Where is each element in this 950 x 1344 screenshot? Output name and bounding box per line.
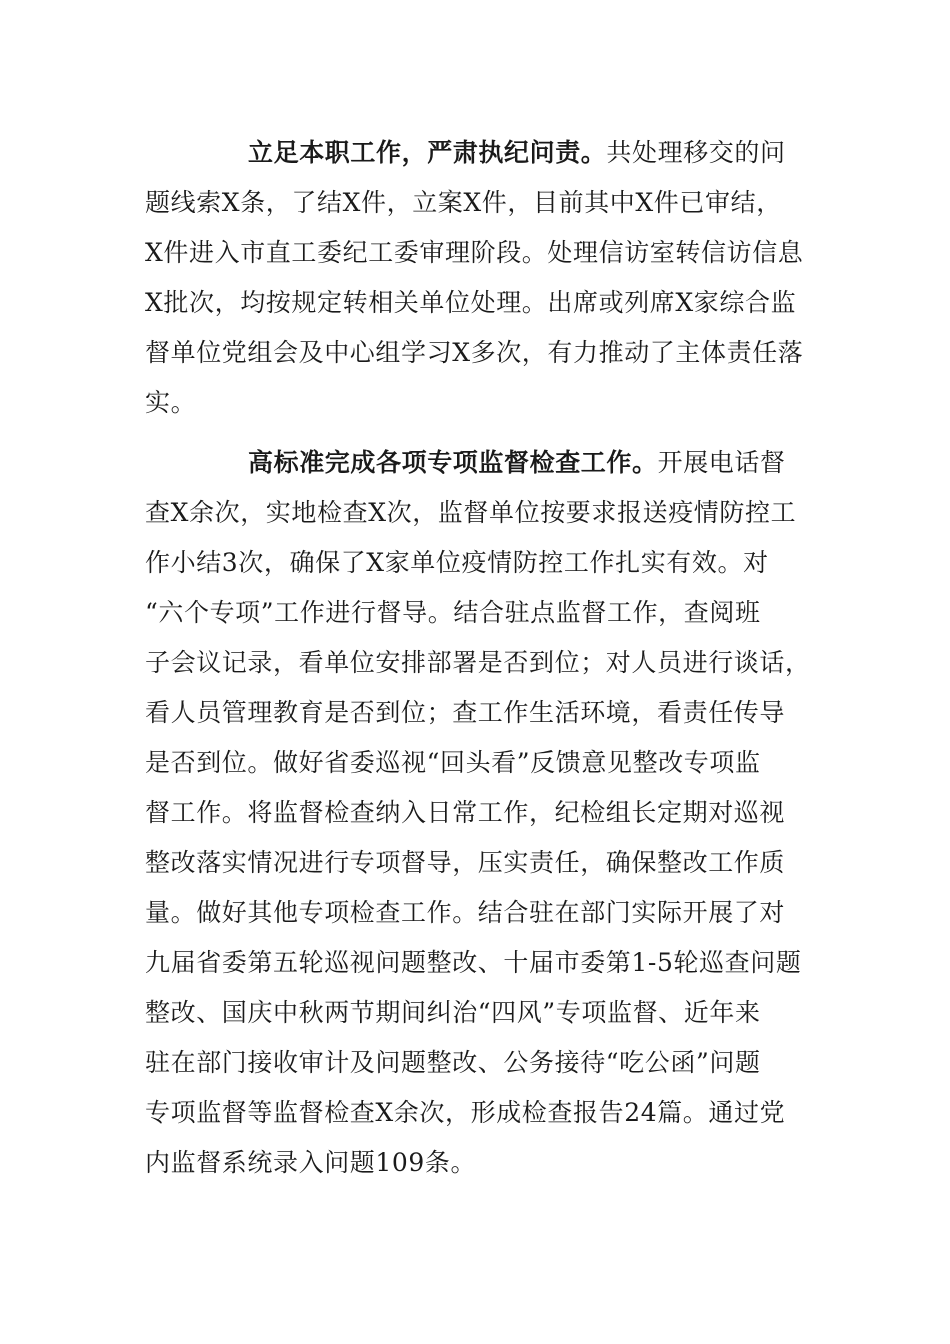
paragraph-2-line-8: 督工作。将监督检查纳入日常工作，纪检组长定期对巡视 [145,798,786,827]
paragraph-1-line-1 [248,137,786,169]
paragraph-2-line-4: “六个专项”工作进行督导。结合驻点监督工作，查阅班 [145,598,761,627]
paragraph-2-line-6: 看人员管理教育是否到位；查工作生活环境，看责任传导 [145,698,786,727]
paragraph-2-line-15: 内监督系统录入问题109条。 [145,1148,477,1177]
paragraph-2-line-12: 整改、国庆中秋两节期间纠治“四风”专项监督、近年来 [145,998,761,1027]
paragraph-1-line-4: X批次，均按规定转相关单位处理。出席或列席X家综合监 [145,288,797,317]
paragraph-1-line-3: X件进入市直工委纪工委审理阶段。处理信访室转信访信息 [145,238,804,267]
paragraph-2-line-1 [248,447,786,479]
paragraph-2-line-14: 专项监督等监督检查X余次，形成检查报告24篇。通过党 [145,1098,786,1127]
paragraph-2-line-2: 查X余次，实地检查X次，监督单位按要求报送疫情防控工 [145,498,797,527]
paragraph-1-line-6: 实。 [145,388,197,417]
paragraph-2-text: 开展电话督 [657,448,786,477]
paragraph-2-line-9: 整改落实情况进行专项督导，压实责任，确保整改工作质 [145,848,786,877]
paragraph-1-line-2: 题线索X条，了结X件，立案X件，目前其中X件已审结， [145,188,782,217]
paragraph-2-line-10: 量。做好其他专项检查工作。结合驻在部门实际开展了对 [145,898,786,927]
paragraph-2-line-3: 作小结3次，确保了X家单位疫情防控工作扎实有效。对 [145,548,769,577]
paragraph-1-line-5: 督单位党组会及中心组学习X多次，有力推动了主体责任落 [145,338,804,367]
paragraph-2-line-11: 九届省委第五轮巡视问题整改、十届市委第1-5轮巡查问题 [145,948,802,977]
paragraph-1-text: 共处理移交的问 [606,138,786,167]
paragraph-1-heading: 立足本职工作，严肃执纪问责。 [248,138,607,167]
paragraph-2-line-7: 是否到位。做好省委巡视“回头看”反馈意见整改专项监 [145,748,761,777]
paragraph-2-heading: 高标准完成各项专项监督检查工作。 [248,448,658,477]
paragraph-2-line-5: 子会议记录，看单位安排部署是否到位；对人员进行谈话， [145,648,811,677]
paragraph-2-line-13: 驻在部门接收审计及问题整改、公务接待“吃公函”问题 [145,1048,761,1077]
